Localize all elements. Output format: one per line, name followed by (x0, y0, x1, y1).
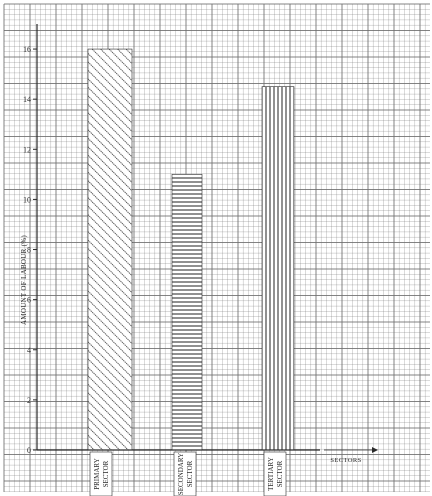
x-category-label-text: TERTIARY (267, 457, 275, 491)
y-tick-label: 14 (23, 95, 31, 105)
x-axis-category-labels (90, 452, 286, 496)
x-axis-title-group (324, 447, 378, 464)
x-category-label-text: SECTOR (102, 460, 110, 488)
bar-secondary-sector (172, 174, 202, 450)
y-tick-label: 6 (27, 295, 31, 305)
y-tick-label: 16 (23, 45, 31, 55)
y-tick-label: 12 (23, 145, 31, 155)
y-tick-label: 10 (23, 195, 31, 205)
x-category-label-text: PRIMARY (93, 458, 101, 490)
y-tick-label: 4 (27, 345, 31, 355)
bar-tertiary-sector (262, 87, 294, 450)
y-tick-label: 2 (27, 395, 31, 405)
y-tick-label: 0 (27, 446, 31, 455)
y-axis-title: AMOUNT OF LABOUR (%) (20, 234, 28, 326)
x-category-label-text: SECONDARY (177, 452, 185, 496)
x-category-label-text: SECTOR (186, 460, 194, 488)
y-tick-label: 8 (27, 245, 31, 255)
x-axis-title: SECTORS (330, 457, 362, 464)
x-category-label (264, 452, 286, 496)
x-category-label (90, 452, 112, 496)
x-category-label-text: SECTOR (276, 460, 284, 488)
chart-grid (4, 4, 430, 492)
bar-primary-sector (88, 49, 132, 450)
x-category-label (174, 452, 196, 496)
